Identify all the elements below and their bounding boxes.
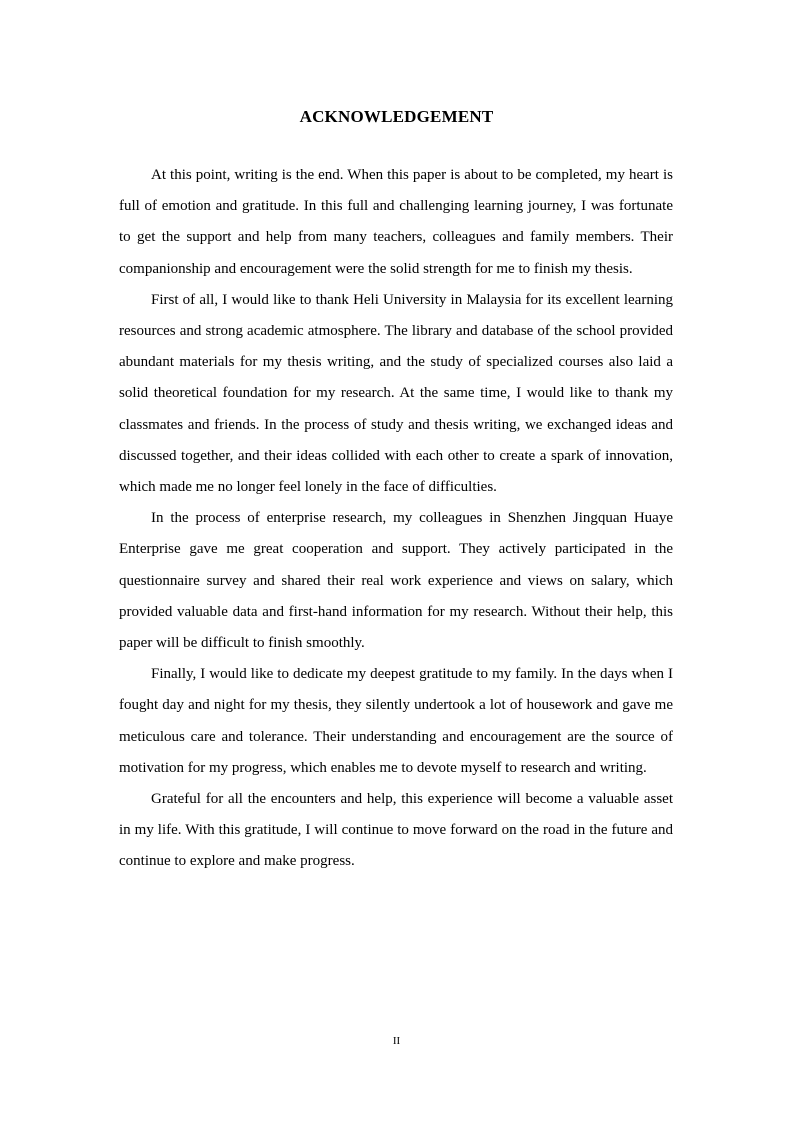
paragraph-5: Grateful for all the encounters and help, this experience will become a valuable asset in my life. With this gratitude, I will continue to move forward on the road in the future and continue to explore and make progress. bbox=[119, 791, 673, 870]
page-title: ACKNOWLEDGEMENT bbox=[299, 107, 494, 126]
page-number: II bbox=[392, 1035, 401, 1047]
paragraph-1: At this point, writing is the end. When this paper is about to be completed, my heart is full of emotion and gratitude. In this full and challenging learning journey, I was fortunate to get the support and help from many teachers, colleagues and family members. Their companionship and encouragement were the solid strength for me to finish my thesis. bbox=[119, 167, 673, 277]
paragraph-3: In the process of enterprise research, my colleagues in Shenzhen Jingquan Huaye Enterprise gave me great cooperation and support. They actively participated in the questionnaire survey and shared their real work experience and views on salary, which provided valuable data and first-hand information for my research. Without their help, this paper will be difficult to finish smoothly. bbox=[119, 510, 673, 652]
paragraph-2: First of all, I would like to thank Heli University in Malaysia for its excellent learning resources and strong academic atmosphere. The library and database of the school provided abundant materials for my thesis writing, and the study of specialized courses also laid a solid theoretical foundation for my research. At the same time, I would like to thank my classmates and friends. In the process of study and thesis writing, we exchanged ideas and discussed together, and their ideas collided with each other to create a spark of innovation, which made me no longer feel lonely in the face of difficulties. bbox=[119, 291, 673, 496]
acknowledgement-body bbox=[119, 160, 673, 878]
paragraph-4: Finally, I would like to dedicate my deepest gratitude to my family. In the days when I fought day and night for my thesis, they silently undertook a lot of housework and gave me meticulous care and tolerance. Their understanding and encouragement are the source of motivation for my progress, which enables me to devote myself to research and writing. bbox=[119, 666, 673, 776]
